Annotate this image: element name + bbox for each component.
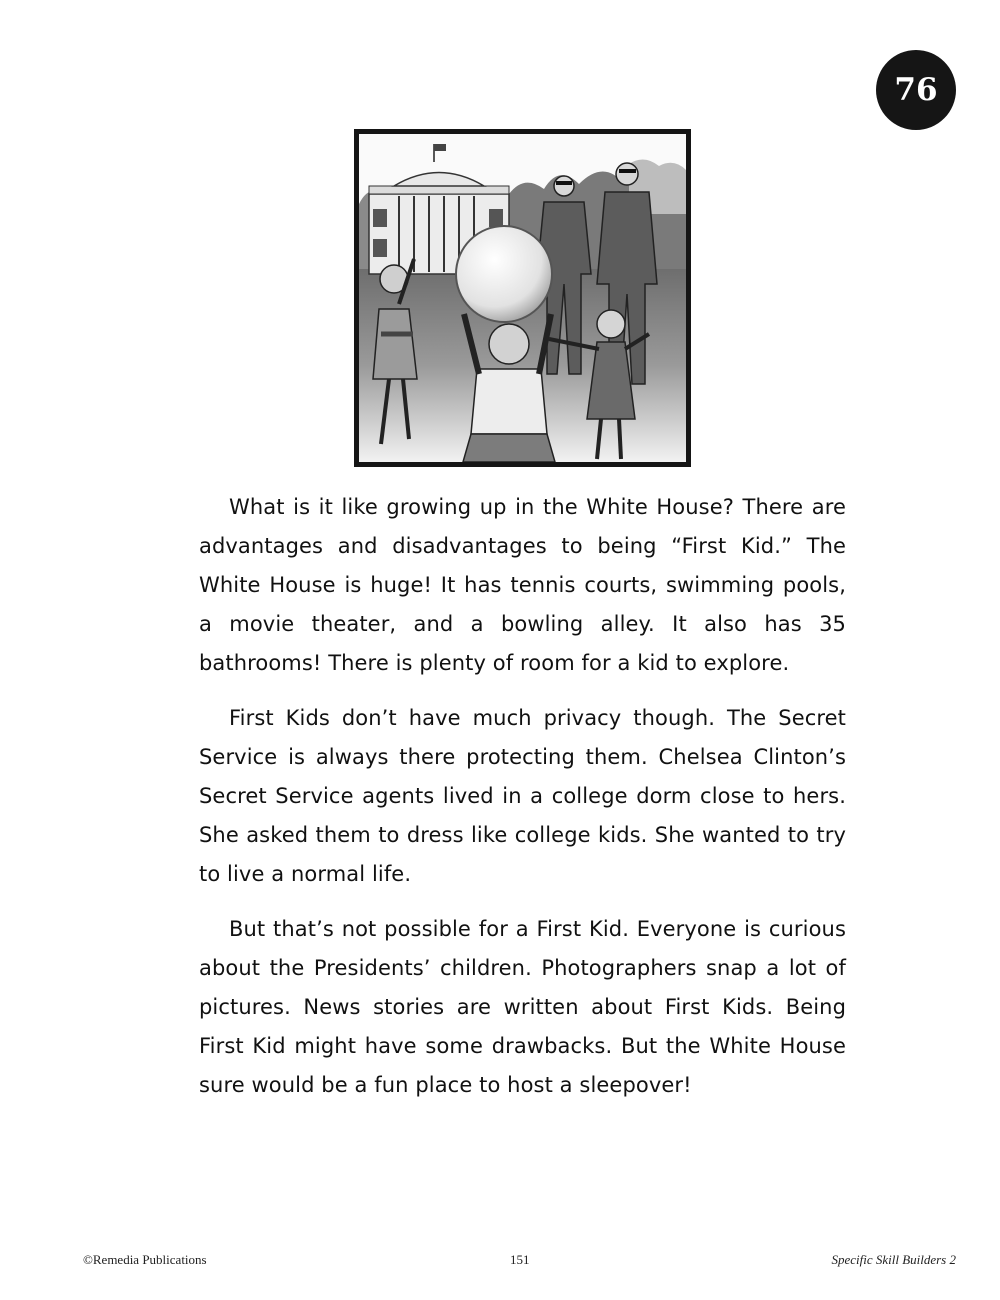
story-paragraph-3: But that’s not possible for a First Kid. Everyone is curious about the Presidents’ children. Photographers snap a lot of pictures. News stories are written about First Kids. Being First Kid might have some drawbacks. But the White House sure would be a fun place to host a sleepover!: [199, 917, 846, 1097]
page-footer: [83, 1252, 956, 1272]
story-paragraph-2: First Kids don’t have much privacy though. The Secret Service is always there protecting them. Chelsea Clinton’s Secret Service agents lived in a college dorm close to hers. She asked them to dress like college kids. She wanted to try to live a normal life.: [199, 706, 846, 886]
story-illustration: [354, 129, 691, 467]
footer-page-number: 151: [510, 1252, 530, 1267]
page-number: 76: [894, 72, 938, 108]
story-text: [199, 488, 846, 1121]
footer-book-title: Specific Skill Builders 2: [831, 1252, 956, 1267]
footer-publisher: ©Remedia Publications: [83, 1252, 207, 1267]
children-playing-with-ball-at-white-house-icon: [359, 134, 686, 462]
page-number-badge: [876, 50, 956, 130]
story-paragraph-1: What is it like growing up in the White House? There are advantages and disadvantages to being “First Kid.” The White House is huge! It has tennis courts, swimming pools, a movie theater, and a bowling alley. It also has 35 bathrooms! There is plenty of room for a kid to explore.: [199, 495, 846, 675]
